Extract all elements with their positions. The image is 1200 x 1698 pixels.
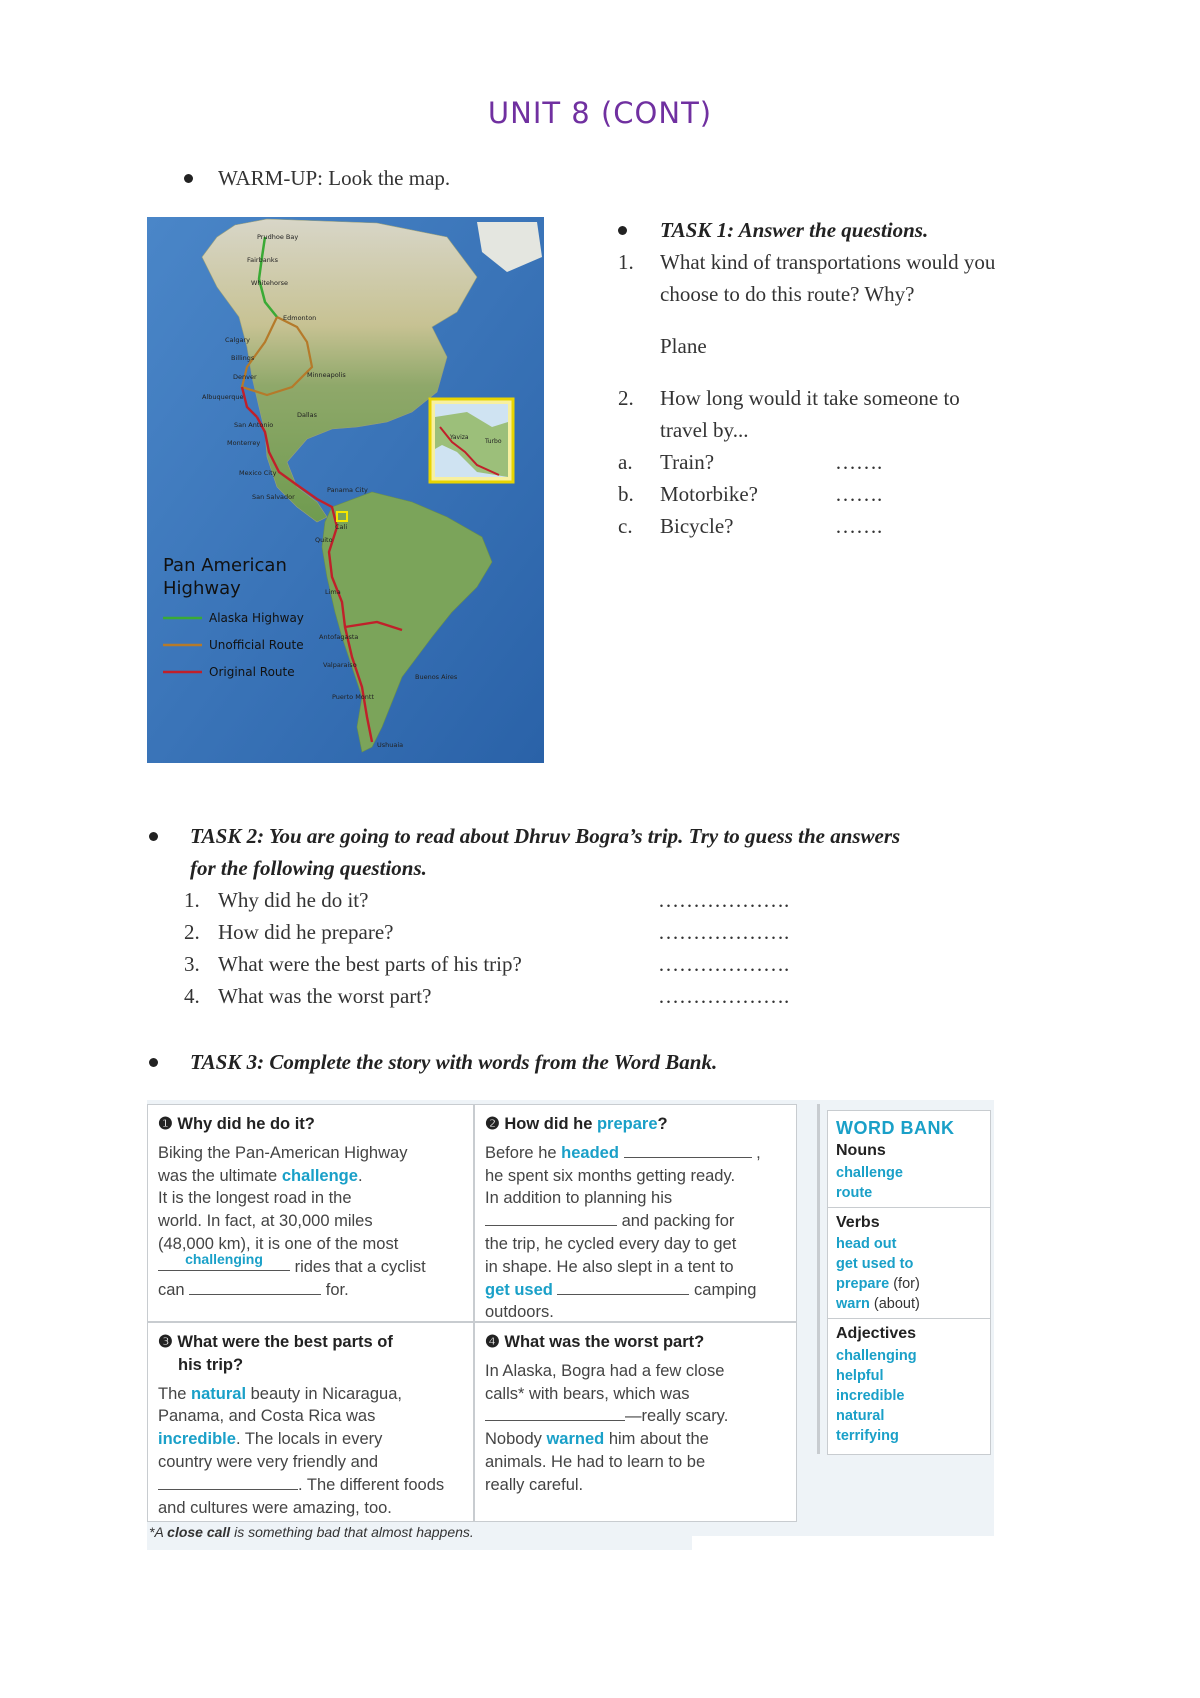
story-worksheet bbox=[147, 1100, 994, 1550]
task2-question-text: What was the worst part? bbox=[218, 984, 432, 1008]
task1-q1-number: 1. bbox=[618, 250, 634, 274]
task2-question-text: How did he prepare? bbox=[218, 920, 394, 944]
legend-original-route: Original Route bbox=[209, 665, 295, 679]
story-text: Nobody warned him about the bbox=[485, 1430, 709, 1449]
answer-blank-dots: ……. bbox=[835, 482, 883, 506]
story-text: the trip, he cycled every day to get bbox=[485, 1234, 737, 1253]
filled-blank[interactable]: challenging bbox=[158, 1256, 290, 1271]
map-title: Pan American bbox=[163, 555, 287, 576]
place-label: Billings bbox=[231, 354, 255, 362]
word-bank-title: WORD BANK bbox=[836, 1118, 955, 1138]
place-label: Whitehorse bbox=[251, 279, 289, 287]
word-bank-verbs-label: Verbs bbox=[836, 1213, 880, 1231]
panel-heading: ❶ Why did he do it? bbox=[158, 1115, 315, 1133]
answer-blank-dots: ………………. bbox=[658, 920, 790, 944]
answer-blank[interactable] bbox=[557, 1280, 689, 1295]
place-label: San Salvador bbox=[252, 493, 295, 501]
story-text: was the ultimate challenge. bbox=[158, 1166, 363, 1185]
bullet bbox=[184, 174, 193, 183]
highlighted-word: challenge bbox=[281, 1166, 358, 1185]
task1-answer: Plane bbox=[660, 334, 707, 358]
task1-option-text: Bicycle? bbox=[660, 514, 734, 538]
story-text: $^{challenging}$ rides that a cyclist bbox=[158, 1256, 463, 1279]
place-label: Prudhoe Bay bbox=[257, 233, 299, 241]
task1-q1-line1: What kind of transportations would you bbox=[660, 250, 996, 274]
map-title: Highway bbox=[163, 578, 241, 599]
place-label: San Antonio bbox=[234, 421, 274, 429]
task2-question-text: What were the best parts of his trip? bbox=[218, 952, 522, 976]
story-text: he spent six months getting ready. bbox=[485, 1166, 736, 1185]
footnote: *A close call is something bad that almost happens. bbox=[149, 1524, 474, 1540]
word-bank-word: helpful bbox=[836, 1368, 884, 1385]
place-label: Denver bbox=[233, 373, 257, 381]
task1-option-text: Train? bbox=[660, 450, 715, 474]
place-label: Panama City bbox=[327, 486, 368, 494]
highlighted-word: natural bbox=[191, 1384, 247, 1403]
task2-question-number: 4. bbox=[184, 984, 200, 1008]
highlighted-word: get used bbox=[485, 1280, 553, 1299]
word-bank-word: natural bbox=[836, 1408, 885, 1425]
answer-blank[interactable] bbox=[189, 1280, 321, 1295]
word-bank bbox=[827, 1110, 991, 1455]
answer-blank[interactable] bbox=[158, 1475, 298, 1490]
panel-heading: ❹ What was the worst part? bbox=[485, 1333, 705, 1351]
story-text: get used camping bbox=[485, 1280, 757, 1299]
place-label: Calgary bbox=[225, 336, 250, 344]
story-text: outdoors. bbox=[485, 1303, 554, 1322]
story-text: It is the longest road in the bbox=[158, 1189, 352, 1208]
page-title: UNIT 8 (CONT) bbox=[487, 96, 713, 130]
darien-inset bbox=[430, 399, 513, 482]
task1-q2-line1: How long would it take someone to bbox=[660, 386, 960, 410]
task1-q1-line2: choose to do this route? Why? bbox=[660, 282, 915, 306]
place-label: Cali bbox=[335, 523, 348, 531]
panel-heading: ❸ What were the best parts of his trip? bbox=[158, 1333, 393, 1374]
task1-option-letter: c. bbox=[618, 514, 633, 538]
place-label: Puerto Montt bbox=[332, 693, 374, 701]
story-text: in shape. He also slept in a tent to bbox=[485, 1257, 734, 1276]
word-bank-word: challenging bbox=[836, 1348, 917, 1365]
answer-blank[interactable] bbox=[485, 1406, 625, 1421]
answer-blank[interactable] bbox=[624, 1143, 752, 1158]
place-label: Monterrey bbox=[227, 439, 261, 447]
bullet bbox=[618, 226, 627, 235]
place-label: Ushuaia bbox=[377, 741, 404, 749]
word-bank-word: prepare (for) bbox=[836, 1276, 920, 1293]
story-text: The natural beauty in Nicaragua, bbox=[158, 1384, 402, 1403]
task1-q2-line2: travel by... bbox=[660, 418, 749, 442]
word-bank-word: warn (about) bbox=[836, 1296, 920, 1313]
task1-heading: TASK 1: Answer the questions. bbox=[660, 218, 929, 242]
story-text: animals. He had to learn to be bbox=[485, 1452, 706, 1471]
answer-blank-dots: ……. bbox=[835, 514, 883, 538]
task1-option-text: Motorbike? bbox=[660, 482, 758, 506]
task2-question-number: 1. bbox=[184, 888, 200, 912]
story-text: In Alaska, Bogra had a few close bbox=[485, 1361, 725, 1380]
place-label: Albuquerque bbox=[202, 393, 244, 401]
place-label: Minneapolis bbox=[307, 371, 346, 379]
place-label: Edmonton bbox=[283, 314, 317, 322]
story-text: can for. bbox=[158, 1280, 349, 1299]
word-bank-adjectives-label: Adjectives bbox=[836, 1325, 917, 1343]
story-panel-1 bbox=[147, 1104, 474, 1322]
story-text: really careful. bbox=[485, 1475, 584, 1494]
story-text: and packing for bbox=[485, 1210, 786, 1233]
word-bank-word: challenge bbox=[836, 1164, 903, 1181]
place-label: Lima bbox=[325, 588, 341, 596]
story-text: —really scary. bbox=[485, 1405, 786, 1428]
place-label: Valparaiso bbox=[323, 661, 357, 669]
task1-option-letter: b. bbox=[618, 482, 634, 506]
story-text: calls* with bears, which was bbox=[485, 1384, 690, 1403]
task2-heading: TASK 2: You are going to read about Dhruv Bogra’s trip. Try to guess the answers bbox=[190, 824, 901, 848]
blank-area bbox=[692, 1536, 994, 1550]
task2-heading: for the following questions. bbox=[190, 856, 427, 880]
answer-blank-dots: ………………. bbox=[658, 984, 790, 1008]
word-bank-word: terrifying bbox=[836, 1428, 899, 1445]
story-panel-4 bbox=[474, 1322, 797, 1522]
story-text: Before he headed , bbox=[485, 1143, 761, 1162]
answer-blank-dots: ………………. bbox=[658, 888, 790, 912]
pan-american-highway-map bbox=[147, 217, 544, 763]
task2-question-number: 3. bbox=[184, 952, 200, 976]
legend-alaska-highway: Alaska Highway bbox=[209, 611, 304, 625]
answer-blank[interactable] bbox=[485, 1211, 617, 1226]
panel-heading: ❷ How did he prepare? bbox=[485, 1115, 668, 1133]
word-bank-word: route bbox=[836, 1184, 873, 1201]
place-label: Buenos Aires bbox=[415, 673, 458, 681]
place-label: Antofagasta bbox=[319, 633, 359, 641]
svg-text:Turbo: Turbo bbox=[485, 438, 502, 445]
story-text: Panama, and Costa Rica was bbox=[158, 1407, 376, 1426]
story-text: . The different foods bbox=[158, 1474, 463, 1497]
task2-question-number: 2. bbox=[184, 920, 200, 944]
story-text: world. In fact, at 30,000 miles bbox=[158, 1212, 373, 1231]
bullet bbox=[149, 1058, 158, 1067]
story-text: and cultures were amazing, too. bbox=[158, 1498, 392, 1517]
word-bank-nouns-label: Nouns bbox=[836, 1141, 886, 1159]
warmup-heading: WARM-UP: Look the map. bbox=[218, 166, 451, 190]
task1-q2-number: 2. bbox=[618, 386, 634, 410]
story-text: country were very friendly and bbox=[158, 1452, 379, 1471]
task2-question-text: Why did he do it? bbox=[218, 888, 369, 912]
word-bank-word: head out bbox=[836, 1236, 897, 1253]
task1-option-letter: a. bbox=[618, 450, 633, 474]
story-text: In addition to planning his bbox=[485, 1189, 673, 1208]
divider bbox=[817, 1104, 820, 1454]
highlighted-word: headed bbox=[561, 1143, 619, 1162]
story-text: Biking the Pan-American Highway bbox=[158, 1143, 408, 1162]
task3-heading: TASK 3: Complete the story with words from the Word Bank. bbox=[190, 1050, 718, 1074]
answer-blank-dots: ………………. bbox=[658, 952, 790, 976]
word-bank-word: get used to bbox=[836, 1256, 914, 1273]
story-text: incredible. The locals in every bbox=[158, 1430, 383, 1449]
story-panel-3 bbox=[147, 1322, 474, 1522]
place-label: Dallas bbox=[297, 411, 317, 419]
story-panel-2 bbox=[474, 1104, 797, 1322]
svg-text:Yaviza: Yaviza bbox=[450, 434, 469, 441]
word-bank-word: incredible bbox=[836, 1388, 905, 1405]
legend-unofficial-route: Unofficial Route bbox=[209, 638, 304, 652]
highlighted-word: incredible bbox=[158, 1430, 236, 1449]
highlighted-word: warned bbox=[546, 1430, 605, 1449]
place-label: Quito bbox=[315, 536, 333, 544]
bullet bbox=[149, 832, 158, 841]
answer-blank-dots: ……. bbox=[835, 450, 883, 474]
place-label: Fairbanks bbox=[247, 256, 278, 264]
place-label: Mexico City bbox=[239, 469, 277, 477]
story-text: (48,000 km), it is one of the most bbox=[158, 1234, 399, 1253]
